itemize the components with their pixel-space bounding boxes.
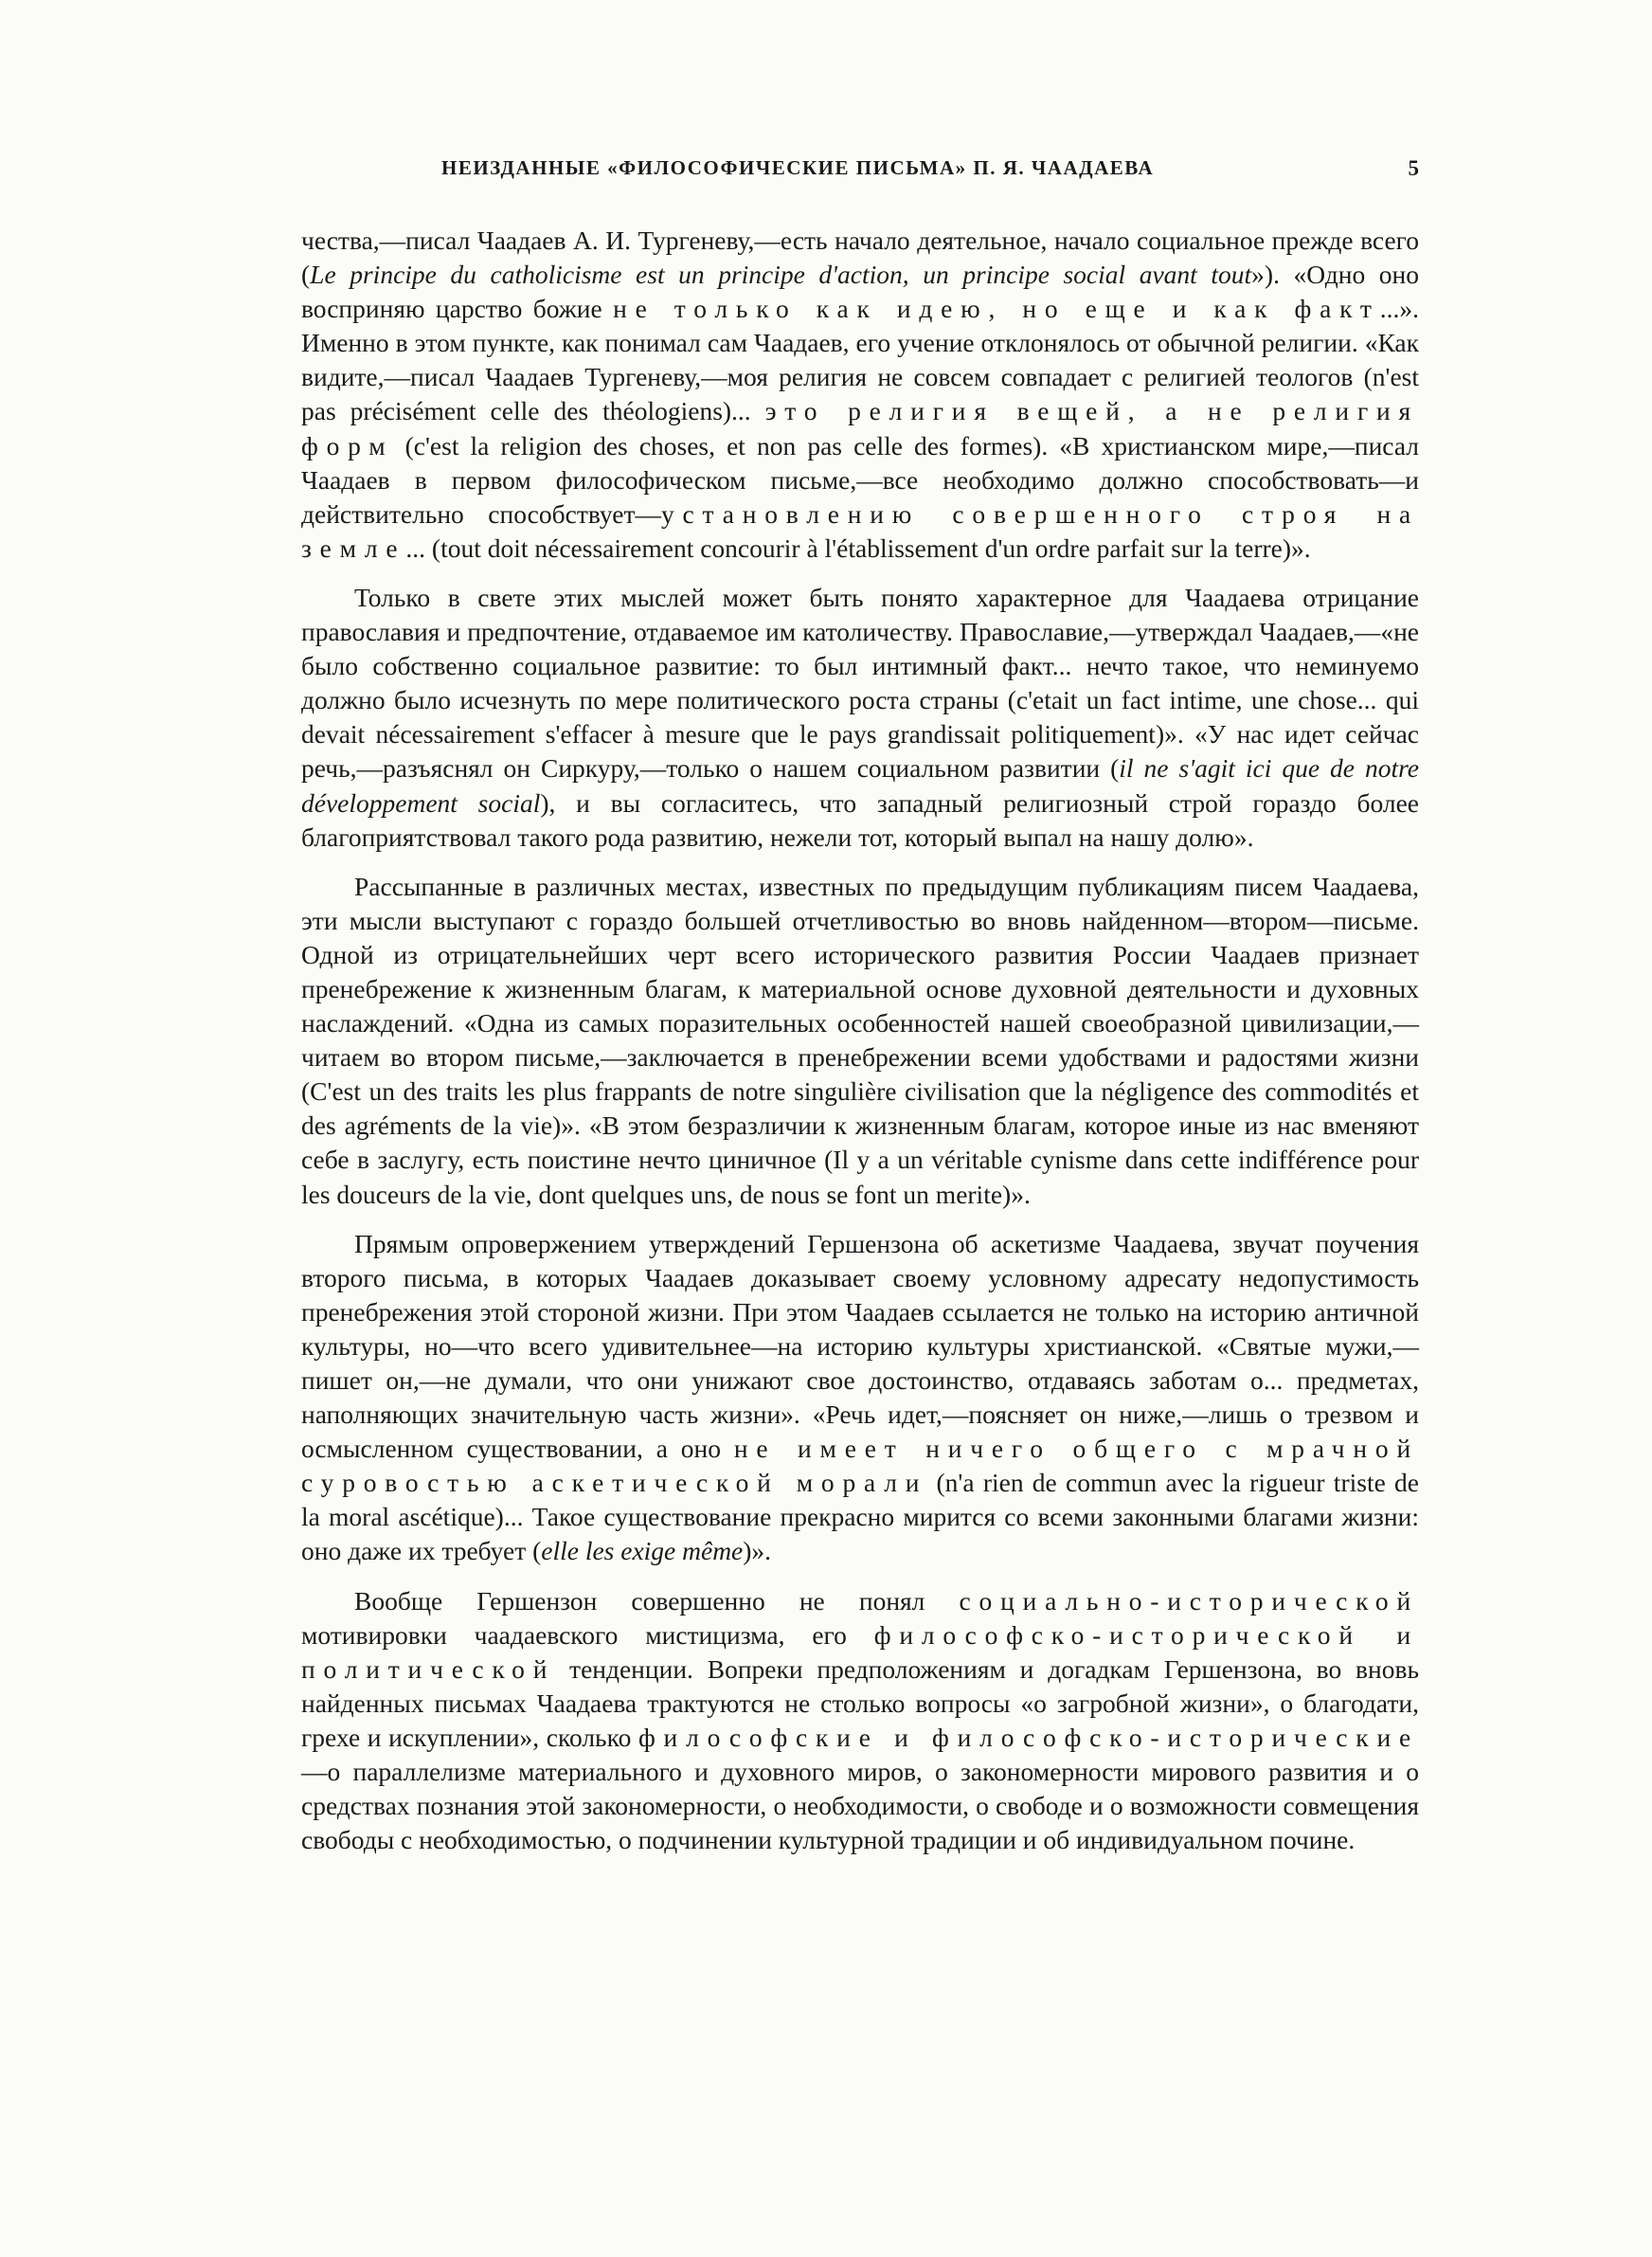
- text-run: )».: [743, 1536, 772, 1566]
- paragraph: [301, 1584, 1419, 1858]
- text-run: —о параллелизме материального и духовного миров, о закономерности мирового развития и о средствах познания этой закономерности, о необходимости, о свободе и о возможности совмещения свободы с необходимостью, о подчинении культурной традиции и об индивидуальном почине.: [301, 1757, 1419, 1855]
- page-number: 5: [1408, 156, 1419, 180]
- text-run: ...». Именно в этом пункте, как понимал сам Чаадаев, его учение отклонялось от обычной религии. «Как видите,—писал Чаадаев Тургеневу,—моя религия не совсем совпадает с религией теологов (n'est pas précisément celle des théologiens)...: [301, 294, 1419, 426]
- text-run: ), и вы согласитесь, что западный религиозный строй гораздо более благоприятствовал такого рода развитию, нежели тот, который выпал на нашу долю».: [301, 787, 1420, 852]
- text-run: (n'a rien de commun avec la rigueur triste de la moral ascétique)... Такое существование прекрасно мирится со всеми законными благами жизни: оно даже их требует (: [301, 1468, 1419, 1566]
- french-quote: il ne s'agit ici que de notre développement social: [301, 753, 1419, 818]
- paragraph: [301, 1227, 1419, 1569]
- text-run: Прямым опровержением утверждений Гершензона об аскетизме Чаадаева, звучат поучения второго письма, в которых Чаадаев доказывает своему условному адресату недопустимость пренебрежения этой стороной жизни. При этом Чаадаев ссылается не только на историю античной культуры, но—что всего удивительнее—на историю культуры христианской. «Святые мужи,—пишет он,—не думали, что они унижают свое достоинство, отдаваясь заботам о... предметах, наполняющих значительную часть жизни». «Речь идет,—поясняет он ниже,—лишь о трезвом и осмысленном существовании, а оно: [301, 1228, 1419, 1464]
- spaced-emphasis: философские и философско-исторические: [637, 1722, 1419, 1752]
- text-run: (c'est la religion des choses, et non pas celle des formes). «В христианском мире,—писал Чаадаев в первом философическом письме,—все необходимо должно способствовать—и действительно способствует—: [301, 430, 1419, 529]
- page-header: [301, 156, 1419, 185]
- spaced-emphasis: это религия вещей, а не религия форм: [301, 396, 1419, 460]
- body-text: [301, 224, 1419, 1872]
- spaced-emphasis: не только как идею, но еще и как факт: [613, 294, 1380, 324]
- text-run: Вообще Гершензон совершенно не понял: [354, 1585, 960, 1616]
- french-quote: elle les exige même: [541, 1536, 744, 1566]
- spaced-emphasis: установлению совершенного строя на земле: [301, 498, 1419, 563]
- text-run: тенденции. Вопреки предположениям и догадкам Гершензона, во вновь найденных письмах Чаадаева трактуются не столько вопросы «о загробной жизни», о благодати, грехе и искуплении», сколько: [301, 1653, 1419, 1752]
- text-run: ... (tout doit nécessairement concourir à l'établissement d'un ordre parfait sur la terre)».: [405, 533, 1311, 563]
- paragraph: [301, 581, 1419, 855]
- text-run: Только в свете этих мыслей может быть понято характерное для Чаадаева отрицание православия и предпочтение, отдаваемое им католичеству. Православие,—утверждал Чаадаев,—«не было собственно социальное развитие: то был интимный факт... нечто такое, что неминуемо должно было исчезнуть по мере политического роста страны (c'etait un fact intime, une chose... qui devait nécessairement s'effacer à mesure que le pays grandissait politiquement)». «У нас идет сейчас речь,—разъяснял он Сиркуру,—только о нашем социальном развитии (: [301, 582, 1419, 784]
- text-run: мотивировки чаадаевского мистицизма, его: [301, 1619, 874, 1650]
- spaced-emphasis: философско-исторической и политической: [301, 1619, 1419, 1684]
- french-quote: Le principe du catholicisme est un principe d'action, un principe social avant tout: [310, 260, 1252, 290]
- spaced-emphasis: социально-исторической: [959, 1585, 1419, 1616]
- paragraph: [301, 224, 1419, 566]
- running-title: НЕИЗДАННЫЕ «ФИЛОСОФИЧЕСКИЕ ПИСЬМА» П. Я. ЧААДАЕВА: [441, 156, 1155, 179]
- paragraph: [301, 870, 1419, 1212]
- text-run: чества,—писал Чаадаев А. И. Тургеневу,—есть начало деятельное, начало социальное прежде всего (: [301, 226, 1419, 290]
- text-run: »). «Одно оно восприняю царство божие: [301, 260, 1419, 324]
- text-run: Рассыпанные в различных местах, известных по предыдущим публикациям писем Чаадаева, эти мысли выступают с гораздо большей отчетливостью во вновь найденном—втором—письме. Одной из отрицательнейших черт всего исторического развития России Чаадаев признает пренебрежение к жизненным благам, к материальной основе духовной деятельности и духовных наслаждений. «Одна из самых поразительных особенностей нашей своеобразной цивилизации,—читаем во втором письме,—заключается в пренебрежении всеми удобствами и радостями жизни (C'est un des traits les plus frappants de notre singulière civilisation que la négligence des commodités et des agréments de la vie)». «В этом безразличии к жизненным благам, которое иные из нас вменяют себе в заслугу, есть поистине нечто циничное (Il y a un véritable cynisme dans cette indifférence pour les douceurs de la vie, dont quelques uns, de nous se font un merite)».: [301, 871, 1419, 1209]
- spaced-emphasis: не имеет ничего общего с мрачной суровостью аскетической морали: [301, 1434, 1419, 1498]
